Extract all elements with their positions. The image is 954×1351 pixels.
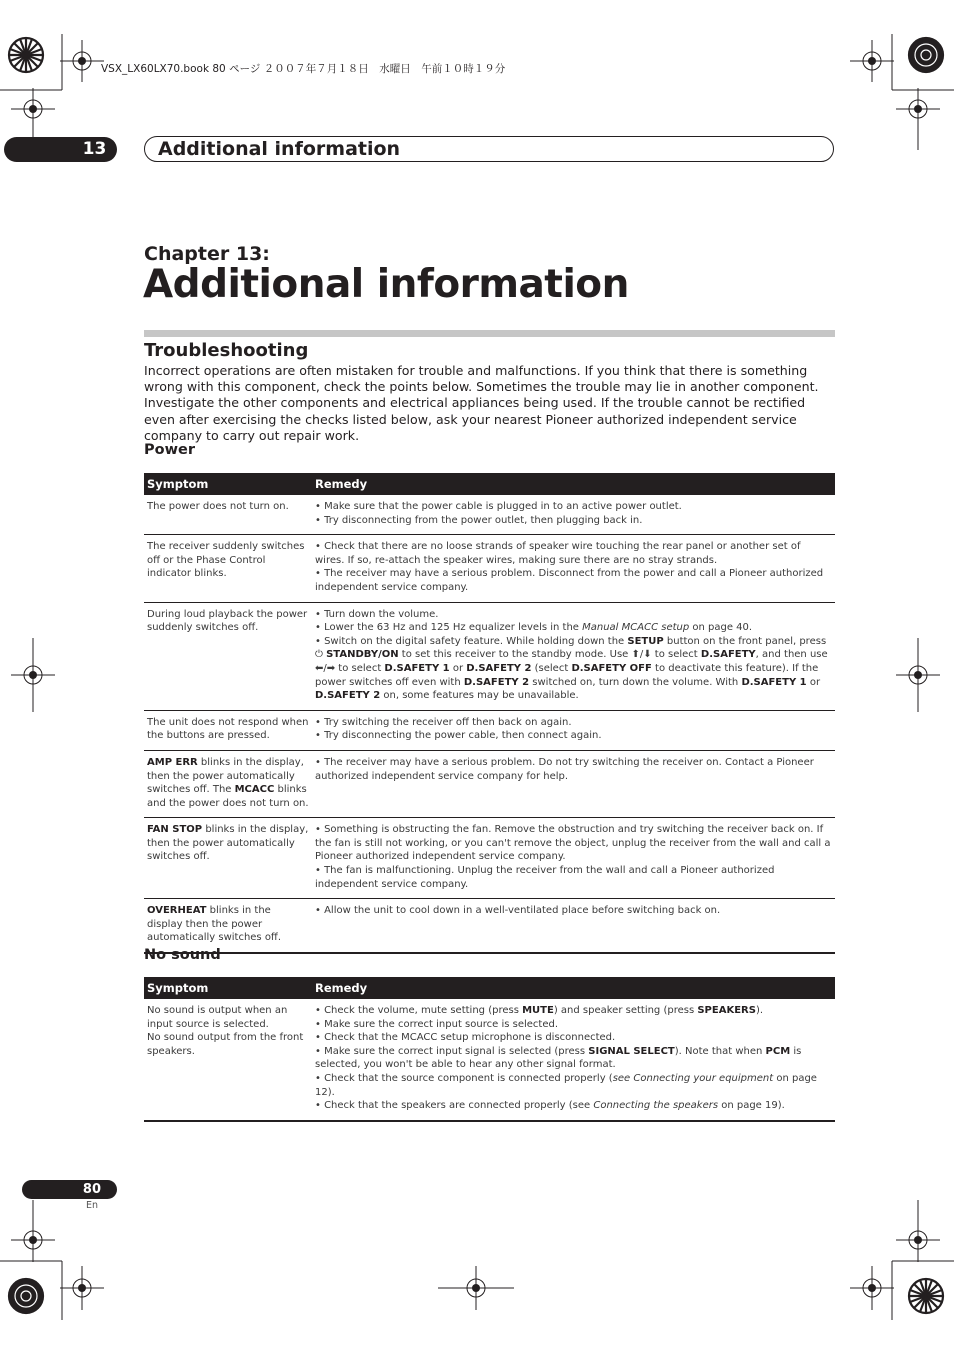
remedy-cell [312, 999, 835, 1121]
symptom-cell [144, 818, 312, 899]
page-title: Additional information [143, 262, 629, 307]
table-header-row [144, 977, 835, 999]
remedy-column-header: Remedy [312, 473, 835, 495]
setting-name: D.SAFETY 2 [466, 662, 532, 674]
remedy-text: switched on, turn down the volume. With [529, 676, 742, 688]
remedy-text: ) and speaker setting (press [553, 1005, 698, 1016]
button-name: SETUP [627, 635, 664, 647]
remedy-column-header: Remedy [312, 977, 835, 999]
no-sound-table [144, 977, 835, 1122]
symptom-cell [144, 750, 312, 817]
remedy-text: or [449, 662, 467, 674]
print-info: VSX_LX60LX70.book 80 ページ ２００７年７月１８日 水曜日 午前１０時１９分 [101, 63, 506, 75]
table-row [144, 999, 835, 1121]
remedy-text: , and then use ⬅/➡ to select [315, 649, 828, 674]
symptom-column-header: Symptom [144, 473, 312, 495]
no-sound-heading: No sound [144, 947, 221, 963]
remedy-text: on page 19). [718, 1100, 785, 1112]
display-indicator: OVERHEAT [147, 905, 207, 917]
remedy-text: on page 12). [315, 1072, 817, 1098]
table-row [144, 750, 835, 817]
remedy-text: • Switch on the digital safety feature. While holding down the [315, 635, 628, 647]
chapter-header-bar [144, 136, 834, 162]
remedy-text: ). [755, 1005, 764, 1016]
remedy-line [315, 621, 832, 635]
remedy-text: is selected, you won't be able to hear any other signal format. [315, 1045, 802, 1071]
remedy-line: • Check that the MCACC setup microphone is disconnected. [315, 1032, 616, 1044]
remedy-line [315, 1099, 832, 1113]
section-divider [144, 330, 835, 337]
remedy-text: (select [531, 662, 572, 674]
signal-name: PCM [765, 1045, 791, 1057]
table-row [144, 535, 835, 602]
power-table [144, 473, 835, 954]
button-name: STANDBY/ON [326, 649, 399, 661]
remedy-cell: • The receiver may have a serious problem. Do not try switching the receiver on. Contact a Pioneer authorized independent service company for help. [312, 750, 835, 817]
remedy-text: to deactivate this feature). If the power switches off even with [315, 662, 819, 688]
remedy-text: • Make sure the correct input signal is selected (press [315, 1045, 589, 1057]
remedy-reference: Connecting the speakers [593, 1100, 719, 1112]
symptom-cell: The receiver suddenly switches off or the Phase Control indicator blinks. [144, 535, 312, 602]
remedy-line: • Turn down the volume. [315, 608, 439, 620]
remedy-line [315, 1045, 832, 1072]
remedy-reference: Manual MCACC setup [582, 622, 690, 634]
table-row [144, 602, 835, 710]
remedy-cell: • Something is obstructing the fan. Remove the obstruction and try switching the receiver back on. If the fan is still not working, or you can't remove the object, unplug the receiver from the wall and call a Pioneer authorized independent service company. • The fan is malfunctioning. Unplug the receiver from the wall and call a Pioneer authorized independent service company. [312, 818, 835, 899]
button-name: SPEAKERS [697, 1005, 756, 1016]
button-name: MUTE [522, 1005, 554, 1016]
symptom-column-header: Symptom [144, 977, 312, 999]
remedy-cell [312, 602, 835, 710]
remedy-text: • Check that the source component is connected properly ( [315, 1072, 613, 1084]
remedy-cell: • Allow the unit to cool down in a well-ventilated place before switching back on. [312, 899, 835, 953]
chapter-number-tab [4, 137, 117, 162]
remedy-text: or [806, 676, 821, 688]
remedy-cell: • Try switching the receiver off then back on again. • Try disconnecting the power cable, then connect again. [312, 710, 835, 750]
page-number-tab [22, 1180, 117, 1199]
symptom-cell: The power does not turn on. [147, 501, 289, 512]
table-row [144, 710, 835, 750]
troubleshooting-heading: Troubleshooting [144, 340, 309, 361]
troubleshooting-intro: Incorrect operations are often mistaken for trouble and malfunctions. If you think that there is something wrong with this component, check the points below. Sometimes the trouble may lie in another component. Investigate the other components and electrical appliances being used. If the trouble cannot be rectified even after exercising the checks listed below, ask your nearest Pioneer authorized independent service company to carry out repair work. [144, 363, 819, 443]
setting-name: D.SAFETY 2 [463, 676, 530, 688]
symptom-cell: During loud playback the power suddenly switches off. [144, 602, 312, 710]
remedy-cell: • Make sure that the power cable is plugged in to an active power outlet. • Try disconnecting from the power outlet, then plugging back in. [315, 501, 682, 526]
symptom-cell: The unit does not respond when the buttons are pressed. [144, 710, 312, 750]
table-row [144, 818, 835, 899]
symptom-cell: No sound is output when an input source is selected. No sound output from the front speakers. [144, 999, 312, 1121]
button-name: SIGNAL SELECT [588, 1045, 675, 1057]
chapter-header-title: Additional information [158, 138, 401, 160]
symptom-text: blinks in the display then the power automatically switches off. [147, 905, 282, 944]
display-indicator: MCACC [234, 784, 275, 796]
remedy-line [315, 1004, 832, 1018]
setting-name: D.SAFETY [700, 649, 756, 661]
display-indicator: AMP ERR [147, 756, 198, 768]
remedy-reference: see Connecting your equipment [612, 1072, 774, 1084]
setting-name: D.SAFETY OFF [571, 662, 652, 674]
language-code: En [86, 1200, 99, 1211]
display-indicator: FAN STOP [147, 824, 203, 836]
remedy-text: on, some features may be unavailable. [380, 690, 579, 702]
chapter-number: 13 [82, 139, 107, 159]
remedy-line [315, 635, 832, 703]
setting-name: D.SAFETY 1 [741, 676, 807, 688]
remedy-text: • Lower the 63 Hz and 125 Hz equalizer levels in the [315, 622, 583, 634]
remedy-cell: • Check that there are no loose strands of speaker wire touching the rear panel or another set of wires. If so, re-attach the speaker wires, making sure there are no stray strands. • The receiver may have a serious problem. Disconnect from the power and call a Pioneer authorized independent service company. [312, 535, 835, 602]
chapter-label: Chapter 13: [144, 243, 270, 265]
remedy-text: ). Note that when [674, 1045, 766, 1057]
remedy-text: to set this receiver to the standby mode. Use ⬆/⬇ to select [398, 649, 701, 661]
remedy-text: • Check the volume, mute setting (press [315, 1005, 523, 1016]
setting-name: D.SAFETY 2 [315, 690, 381, 702]
remedy-text: • Check that the speakers are connected properly (see [315, 1100, 594, 1112]
table-row [144, 495, 835, 535]
page-number: 80 [82, 1182, 101, 1197]
remedy-line: • Make sure the correct input source is selected. [315, 1018, 558, 1030]
setting-name: D.SAFETY 1 [384, 662, 450, 674]
symptom-text: blinks in the display, then the power automatically switches off. The [147, 756, 304, 796]
remedy-line [315, 1072, 832, 1099]
symptom-text: blinks in the display, then the power automatically switches off. [147, 824, 309, 863]
remedy-text: on page 40. [689, 622, 753, 634]
symptom-cell [144, 899, 312, 953]
symptom-text: blinks and the power does not turn on. [147, 784, 309, 809]
remedy-text: button on the front panel, press ⏻ [315, 635, 827, 661]
power-heading: Power [144, 442, 195, 458]
table-row [144, 899, 835, 953]
table-header-row [144, 473, 835, 495]
